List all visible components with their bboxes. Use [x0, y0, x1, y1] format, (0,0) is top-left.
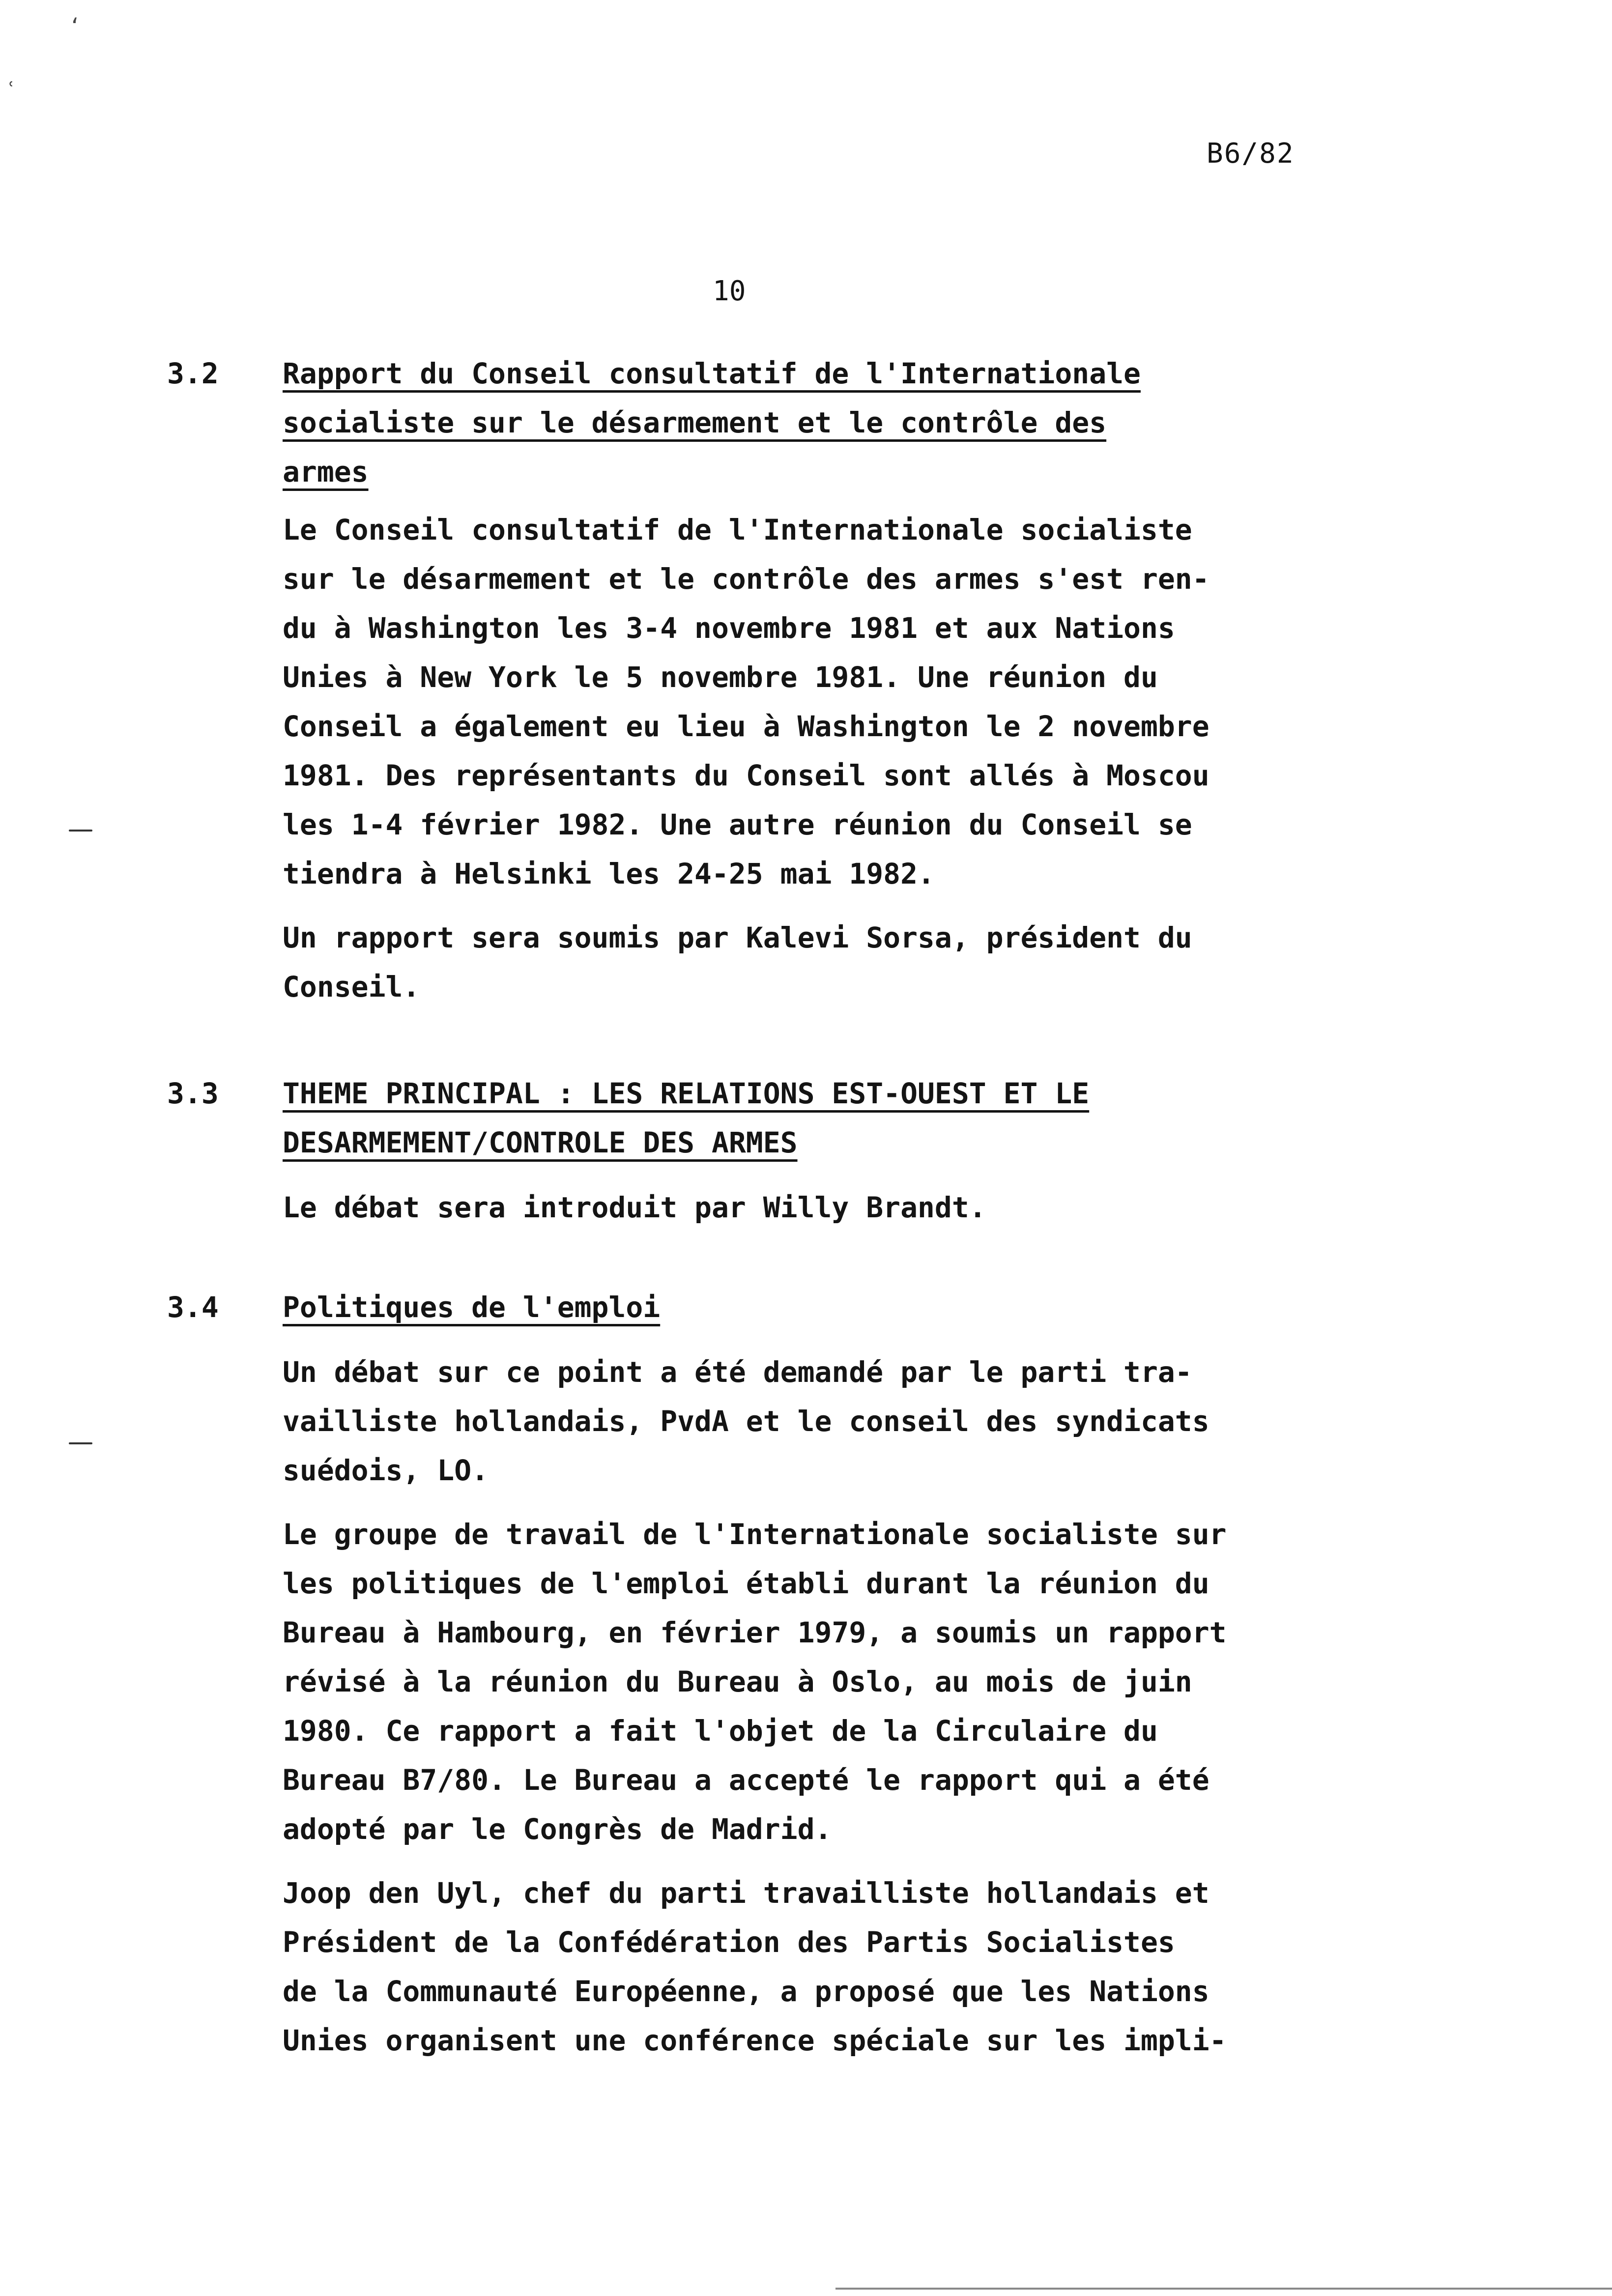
paragraph: [283, 1868, 1398, 2065]
scan-edge-line: [835, 2288, 1612, 2290]
heading-line: Rapport du Conseil consultatif de l'Internationale: [283, 357, 1141, 390]
text-line: Conseil.: [283, 970, 420, 1004]
text-line: Bureau B7/80. Le Bureau a accepté le rapport qui a été: [283, 1763, 1209, 1797]
page-number: 10: [713, 275, 746, 307]
text-line: Conseil a également eu lieu à Washington le 2 novembre: [283, 710, 1209, 743]
heading-line: armes: [283, 455, 369, 488]
text-line: Un rapport sera soumis par Kalevi Sorsa, président du: [283, 921, 1192, 954]
section-body: [283, 1069, 1398, 1232]
section-number: 3.4: [167, 1291, 219, 1324]
text-line: suédois, LO.: [283, 1454, 489, 1487]
section-heading: [283, 1283, 1398, 1332]
paragraph: [283, 1510, 1398, 1854]
heading-line: socialiste sur le désarmement et le contrôle des: [283, 406, 1107, 439]
scan-mark: ‘: [69, 15, 81, 37]
text-line: Le débat sera introduit par Willy Brandt.: [283, 1191, 986, 1224]
text-line: Le groupe de travail de l'Internationale socialiste sur: [283, 1518, 1227, 1551]
punch-mark: [69, 1442, 92, 1444]
text-line: Président de la Confédération des Partis Socialistes: [283, 1925, 1175, 1959]
text-line: Unies à New York le 5 novembre 1981. Une réunion du: [283, 660, 1158, 694]
text-line: adopté par le Congrès de Madrid.: [283, 1812, 832, 1846]
section-number: 3.3: [167, 1077, 219, 1110]
paragraph: [283, 505, 1398, 898]
scan-mark: ʿ: [5, 79, 17, 101]
text-line: Un débat sur ce point a été demandé par le parti tra-: [283, 1355, 1192, 1389]
section-body: [283, 349, 1398, 1011]
text-line: Bureau à Hambourg, en février 1979, a soumis un rapport: [283, 1616, 1227, 1649]
text-line: vailliste hollandais, PvdA et le conseil des syndicats: [283, 1405, 1209, 1438]
paragraph: [283, 1183, 1398, 1232]
section-number: 3.2: [167, 357, 219, 390]
text-line: les 1-4 février 1982. Une autre réunion du Conseil se: [283, 808, 1192, 841]
heading-line: Politiques de l'emploi: [283, 1291, 661, 1324]
text-line: du à Washington les 3-4 novembre 1981 et aux Nations: [283, 611, 1175, 645]
text-line: Unies organisent une conférence spéciale sur les impli-: [283, 2024, 1227, 2057]
text-line: tiendra à Helsinki les 24-25 mai 1982.: [283, 857, 935, 890]
section-heading: [283, 349, 1398, 496]
text-line: 1981. Des représentants du Conseil sont allés à Moscou: [283, 759, 1209, 792]
paragraph: [283, 913, 1398, 1011]
heading-line: DESARMEMENT/CONTROLE DES ARMES: [283, 1126, 798, 1159]
text-line: 1980. Ce rapport a fait l'objet de la Circulaire du: [283, 1714, 1158, 1748]
heading-line: THEME PRINCIPAL : LES RELATIONS EST-OUEST ET LE: [283, 1077, 1090, 1110]
section-body: [283, 1283, 1398, 2065]
document-reference: B6/82: [1207, 138, 1295, 170]
text-line: de la Communauté Européenne, a proposé que les Nations: [283, 1975, 1209, 2008]
punch-mark: [69, 830, 92, 832]
text-line: sur le désarmement et le contrôle des armes s'est ren-: [283, 562, 1209, 596]
text-line: Le Conseil consultatif de l'Internationale socialiste: [283, 513, 1192, 546]
section-heading: [283, 1069, 1398, 1167]
text-line: les politiques de l'emploi établi durant la réunion du: [283, 1567, 1209, 1600]
paragraph: [283, 1348, 1398, 1495]
text-line: révisé à la réunion du Bureau à Oslo, au mois de juin: [283, 1665, 1192, 1698]
text-line: Joop den Uyl, chef du parti travailliste hollandais et: [283, 1876, 1209, 1910]
